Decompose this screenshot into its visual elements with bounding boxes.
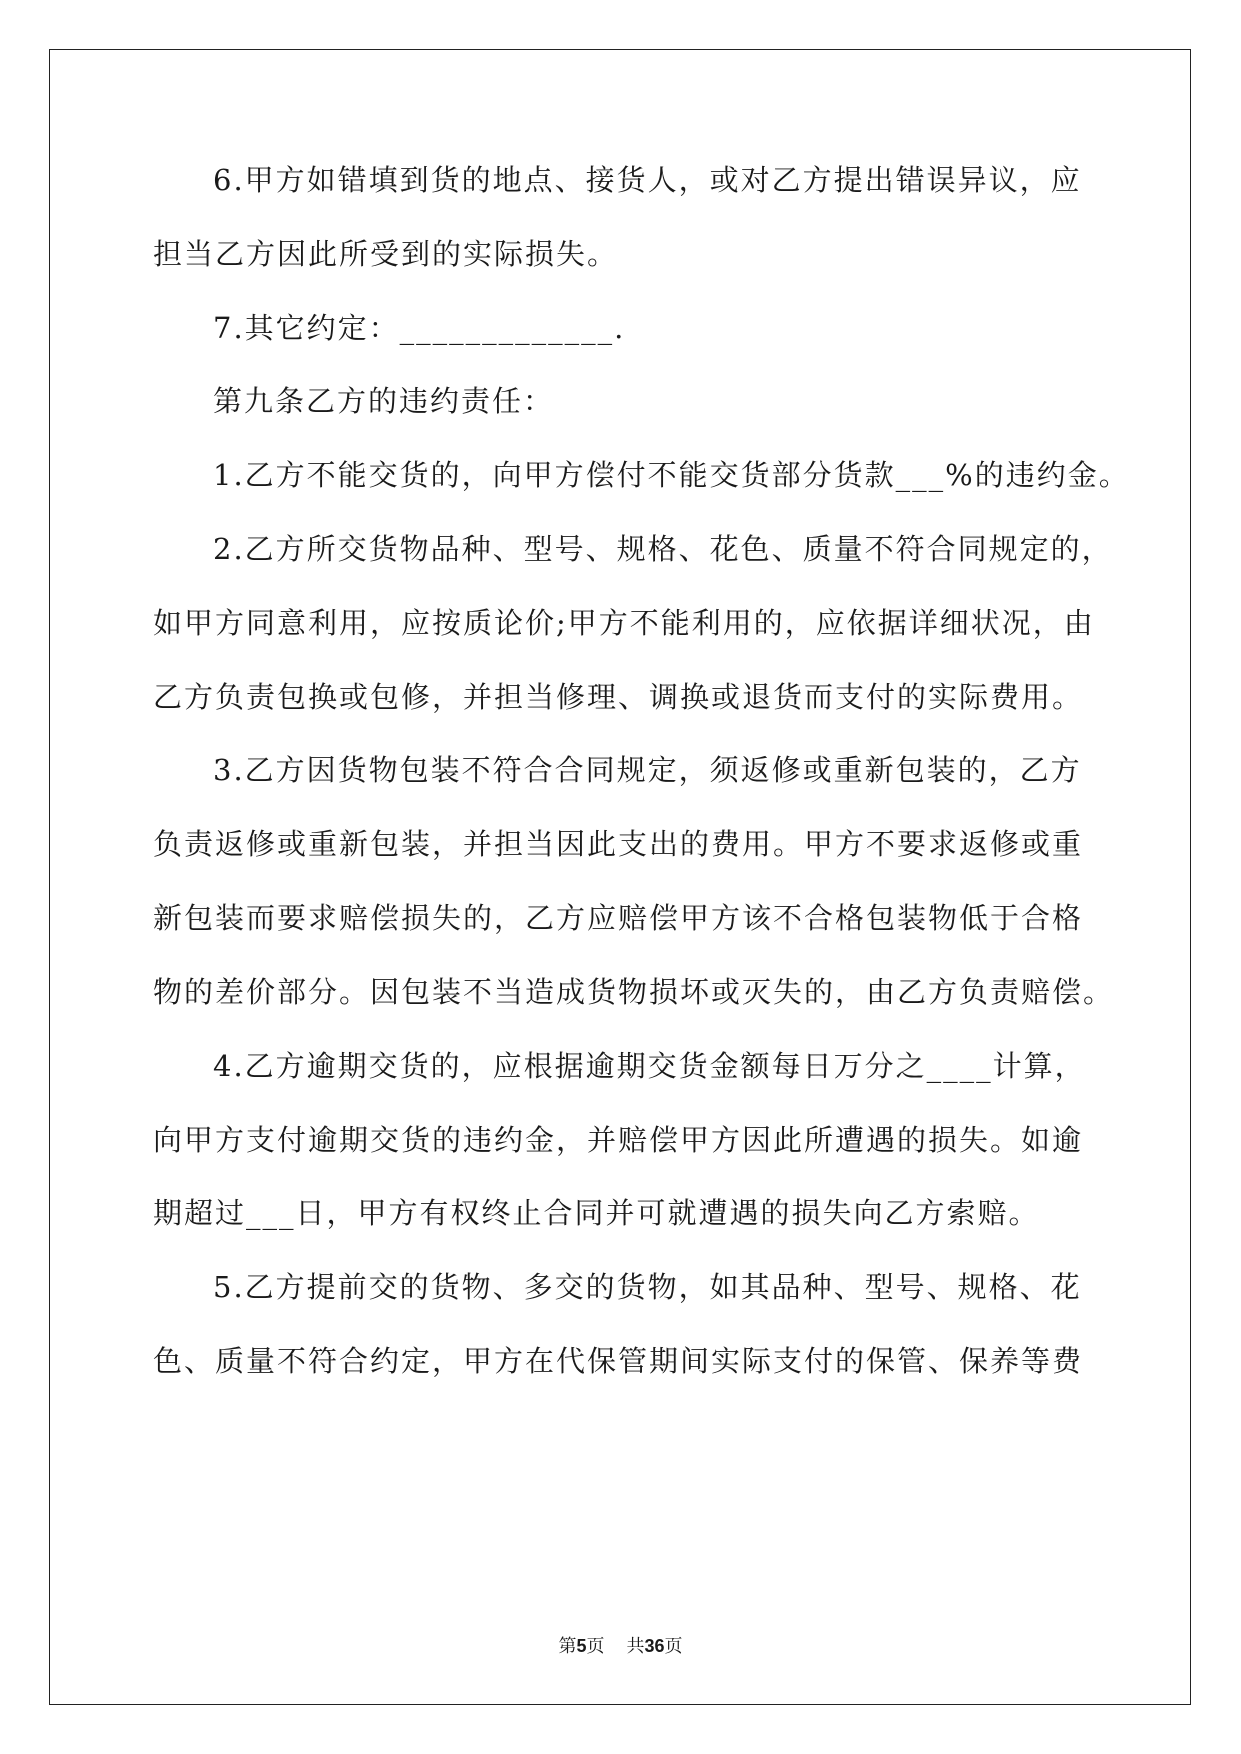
paragraph-line: 7.其它约定：_____________. bbox=[213, 311, 626, 345]
paragraph-line: 4.乙方逾期交货的，应根据逾期交货金额每日万分之____计算， bbox=[213, 1049, 1086, 1083]
paragraph-line: 期超过___日，甲方有权终止合同并可就遭遇的损失向乙方索赔。 bbox=[153, 1196, 1040, 1230]
page-footer bbox=[0, 1632, 1241, 1658]
footer-total-prefix: 共 bbox=[626, 1636, 645, 1657]
paragraph-line: 负责返修或重新包装，并担当因此支出的费用。甲方不要求返修或重 bbox=[153, 827, 1084, 861]
paragraph-line: 色、质量不符合约定，甲方在代保管期间实际支付的保管、保养等费 bbox=[153, 1344, 1084, 1378]
paragraph-line: 新包装而要求赔偿损失的，乙方应赔偿甲方该不合格包装物低于合格 bbox=[153, 901, 1084, 935]
footer-total-suffix: 页 bbox=[664, 1636, 683, 1657]
paragraph-line: 乙方负责包换或包修，并担当修理、调换或退货而支付的实际费用。 bbox=[153, 680, 1084, 714]
paragraph-line: 5.乙方提前交的货物、多交的货物，如其品种、型号、规格、花 bbox=[213, 1270, 1082, 1304]
page-frame bbox=[49, 49, 1191, 1705]
page-number: 5 bbox=[576, 1636, 587, 1656]
paragraph-line: 第九条乙方的违约责任： bbox=[213, 384, 555, 418]
paragraph-line: 向甲方支付逾期交货的违约金，并赔偿甲方因此所遭遇的损失。如逾 bbox=[153, 1123, 1084, 1157]
footer-prefix: 第 bbox=[558, 1636, 577, 1657]
footer-page-suffix: 页 bbox=[586, 1636, 605, 1657]
paragraph-line: 3.乙方因货物包装不符合合同规定，须返修或重新包装的，乙方 bbox=[213, 753, 1082, 787]
paragraph-line: 1.乙方不能交货的，向甲方偿付不能交货部分货款___%的违约金。 bbox=[213, 458, 1130, 492]
paragraph-line: 6.甲方如错填到货的地点、接货人，或对乙方提出错误异议，应 bbox=[213, 163, 1082, 197]
paragraph-line: 物的差价部分。因包装不当造成货物损坏或灭失的，由乙方负责赔偿。 bbox=[153, 975, 1115, 1009]
paragraph-line: 如甲方同意利用，应按质论价;甲方不能利用的，应依据详细状况，由 bbox=[153, 606, 1095, 640]
total-pages: 36 bbox=[644, 1636, 665, 1656]
paragraph-line: 担当乙方因此所受到的实际损失。 bbox=[153, 237, 619, 271]
paragraph-line: 2.乙方所交货物品种、型号、规格、花色、质量不符合同规定的， bbox=[213, 532, 1113, 566]
